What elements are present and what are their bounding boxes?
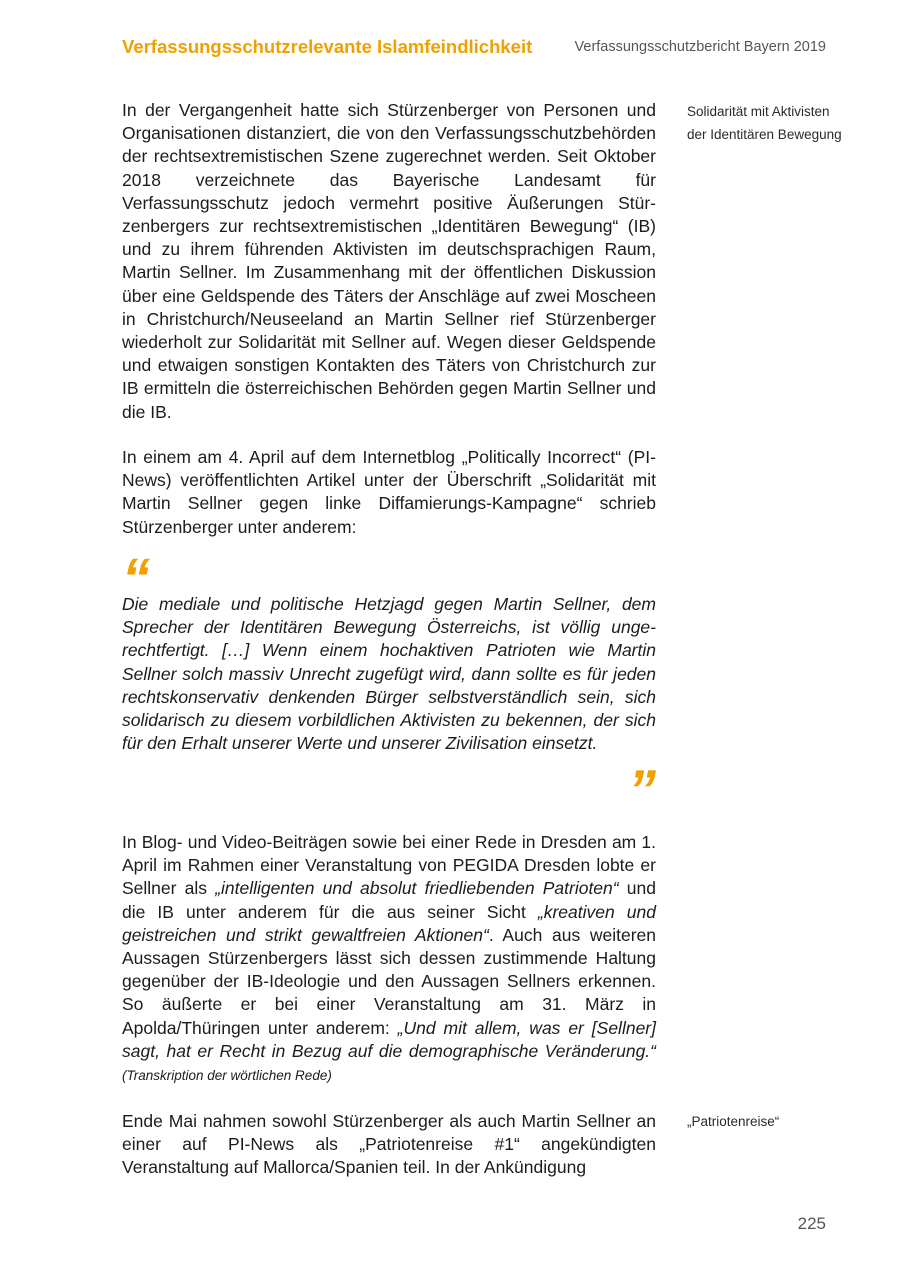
margin-note-patriotenreise: „Patriotenreise“ xyxy=(687,1114,780,1129)
p3-quote-aktionen: „kreativen und geistreichen und strikt gewaltfreien Aktionen“ xyxy=(122,901,656,945)
p3-text-c: und die IB unter anderem für die aus seiner Sicht xyxy=(122,878,656,922)
report-title: Verfassungsschutzbericht Bayern 2019 xyxy=(574,39,826,55)
paragraph-4 xyxy=(122,1110,656,1180)
paragraph-2 xyxy=(122,446,656,539)
paragraph-4-text: Ende Mai nahmen sowohl Stürzenberger als auch Martin Sellner an einer auf PI-News als „Patriotenreise #1“ angekündigten Veranstaltung auf Mallorca/Spanien teil. In der Ankündigung xyxy=(122,1111,656,1178)
p3-text-e: . Auch aus weiteren Aussagen Stürzenbergers lässt sich dessen zustimmende Haltung gegenüber der IB-Ideologie und den Aussagen Sellners erkennen. So äußerte er bei einer Veranstaltung am 31. März in Apolda/Thüringen unter anderem: xyxy=(122,924,657,1038)
paragraph-3 xyxy=(122,831,656,1087)
section-title: Verfassungsschutzrelevante Islamfeindlichkeit xyxy=(122,36,533,57)
block-quote xyxy=(122,593,656,755)
paragraph-3-text xyxy=(122,831,656,1087)
p3-text-a: In Blog- und Video-Beiträgen sowie bei einer Rede in Dresden am 1. April im Rahmen einer Veranstaltung von PEGIDA Dresden lobte er Sellner als xyxy=(122,832,656,899)
quote-open-icon: “ xyxy=(122,558,150,598)
paragraph-1-text: In der Vergangenheit hatte sich Stürzenberger von Personen und Organisationen distanziert, die von den Verfassungsschutzbehörden der rechtsextremistischen Szene zugerechnet werden. Seit Oktober 2018 verzeichnete das Bayerische Landesamt für Verfassungsschutz jedoch vermehrt positive Äußerungen Stürzenbergers zur rechtsextremistischen „Identitären Bewegung“ (IB) und zu ihrem führenden Aktivisten im deutschsprachigen Raum, Martin Sellner. Im Zusammenhang mit der öffentlichen Diskussion über eine Geldspende des Täters der Anschläge auf zwei Moscheen in Christchurch/Neuseeland an Martin Sellner rief Stürzenberger wiederholt zur Solidarität mit Sellner auf. Wegen dieser Geldspende und etwaigen sonstigen Kontakten des Täters von Christchurch zur IB ermitteln die österreichischen Behörden gegen Martin Sellner und die IB. xyxy=(122,100,656,422)
paragraph-2-text: In einem am 4. April auf dem Internetblog „Politically Incorrect“ (PI-News) veröffentlichten Artikel unter der Überschrift „Solidarität mit Martin Sellner gegen linke Diffamierungs-Kampagne“ schrieb Stürzenberger unter anderem: xyxy=(122,447,656,537)
p3-quote-sellner: „Und mit allem, was er [Sellner] sagt, hat er Recht in Bezug auf die demographische Veränderung.“ xyxy=(122,1017,656,1061)
quote-close-icon: ” xyxy=(628,770,656,810)
margin-note-solidarity: Solidarität mit Aktivisten der Identitären Bewegung xyxy=(687,104,842,142)
p3-quote-patrioten: „intelligenten und absolut friedliebenden Patrioten“ xyxy=(215,878,619,899)
p3-transcription-note: (Transkription der wörtlichen Rede) xyxy=(122,1068,332,1084)
page-number: 225 xyxy=(797,1214,826,1233)
block-quote-text: Die mediale und politische Hetzjagd gegen Martin Sellner, dem Sprecher der Identitären Bewegung Österreichs, ist völlig ungerechtfertigt. […] Wenn einem hochaktiven Patrioten wie Martin Sellner solch massiv Unrecht zugefügt wird, dann sollte es für jeden rechtskonservativ denkenden Bürger selbstverständlich sein, sich solidarisch zu diesem vorbildlichen Aktivisten zu bekennen, der sich für den Erhalt unserer Werte und unserer Zivilisation einsetzt. xyxy=(122,594,656,754)
paragraph-1 xyxy=(122,99,656,424)
